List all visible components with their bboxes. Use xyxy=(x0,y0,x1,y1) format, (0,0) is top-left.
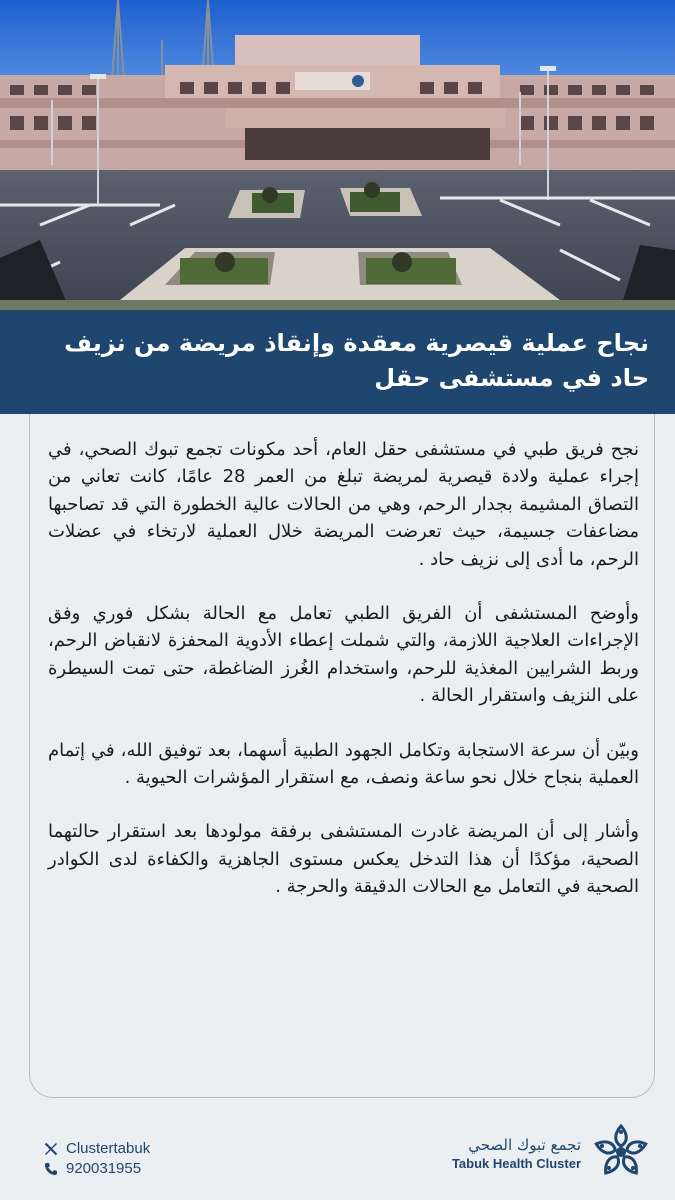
brand-lockup xyxy=(452,1122,651,1186)
tabuk-health-cluster-logo-icon xyxy=(591,1122,651,1186)
article-paragraph: وأشار إلى أن المريضة غادرت المستشفى برفقة مولودها بعد استقرار حالتهما الصحية، مؤكدًا أن هذا التدخل يعكس مستوى الجاهزية والكفاءة لدى الكوادر الصحية في التعامل مع الحالات الدقيقة والحرجة . xyxy=(48,821,639,898)
phone-number-text: 920031955 xyxy=(66,1160,142,1177)
x-handle-row[interactable] xyxy=(44,1139,150,1159)
hospital-photo xyxy=(0,0,675,310)
phone-row[interactable] xyxy=(44,1159,150,1179)
headline-title: نجاح عملية قيصرية معقدة وإنقاذ مريضة من نزيف حاد في مستشفى حقل xyxy=(64,329,649,392)
article-paragraph: وأوضح المستشفى أن الفريق الطبي تعامل مع الحالة بشكل فوري وفق الإجراءات العلاجية اللازمة، والتي شملت إعطاء الأدوية المحفزة لانقباض الرحم، وربط الشرايين المغذية للرحم، واستخدام الغُرز الضاغطة، حتى تمت السيطرة على النزيف واستقرار الحالة . xyxy=(48,603,639,707)
contact-info xyxy=(44,1139,150,1179)
x-logo-icon xyxy=(44,1142,58,1156)
phone-icon xyxy=(44,1162,58,1176)
x-handle-text: Clustertabuk xyxy=(66,1140,151,1157)
brand-name-arabic: تجمع تبوك الصحي xyxy=(468,1136,581,1154)
headline-bar xyxy=(0,310,675,414)
article-paragraph: وبيّن أن سرعة الاستجابة وتكامل الجهود الطبية أسهما، بعد توفيق الله، في إتمام العملية بنجاح خلال نحو ساعة ونصف، مع استقرار المؤشرات الحيوية . xyxy=(48,739,639,789)
brand-text xyxy=(452,1135,581,1173)
article-body xyxy=(48,436,639,928)
article-paragraph: نجح فريق طبي في مستشفى حقل العام، أحد مكونات تجمع تبوك الصحي، في إجراء عملية ولادة قيصرية لمريضة تبلغ من العمر 28 عامًا، كانت تعاني من التصاق المشيمة بجدار الرحم، وهي من الحالات عالية الخطورة التي قد تصاحبها مضاعفات جسيمة، حيث تعرضت المريضة خلال العملية لارتخاء في عضلات الرحم، ما أدى إلى نزيف حاد . xyxy=(48,439,639,570)
brand-name-english: Tabuk Health Cluster xyxy=(451,1156,581,1171)
